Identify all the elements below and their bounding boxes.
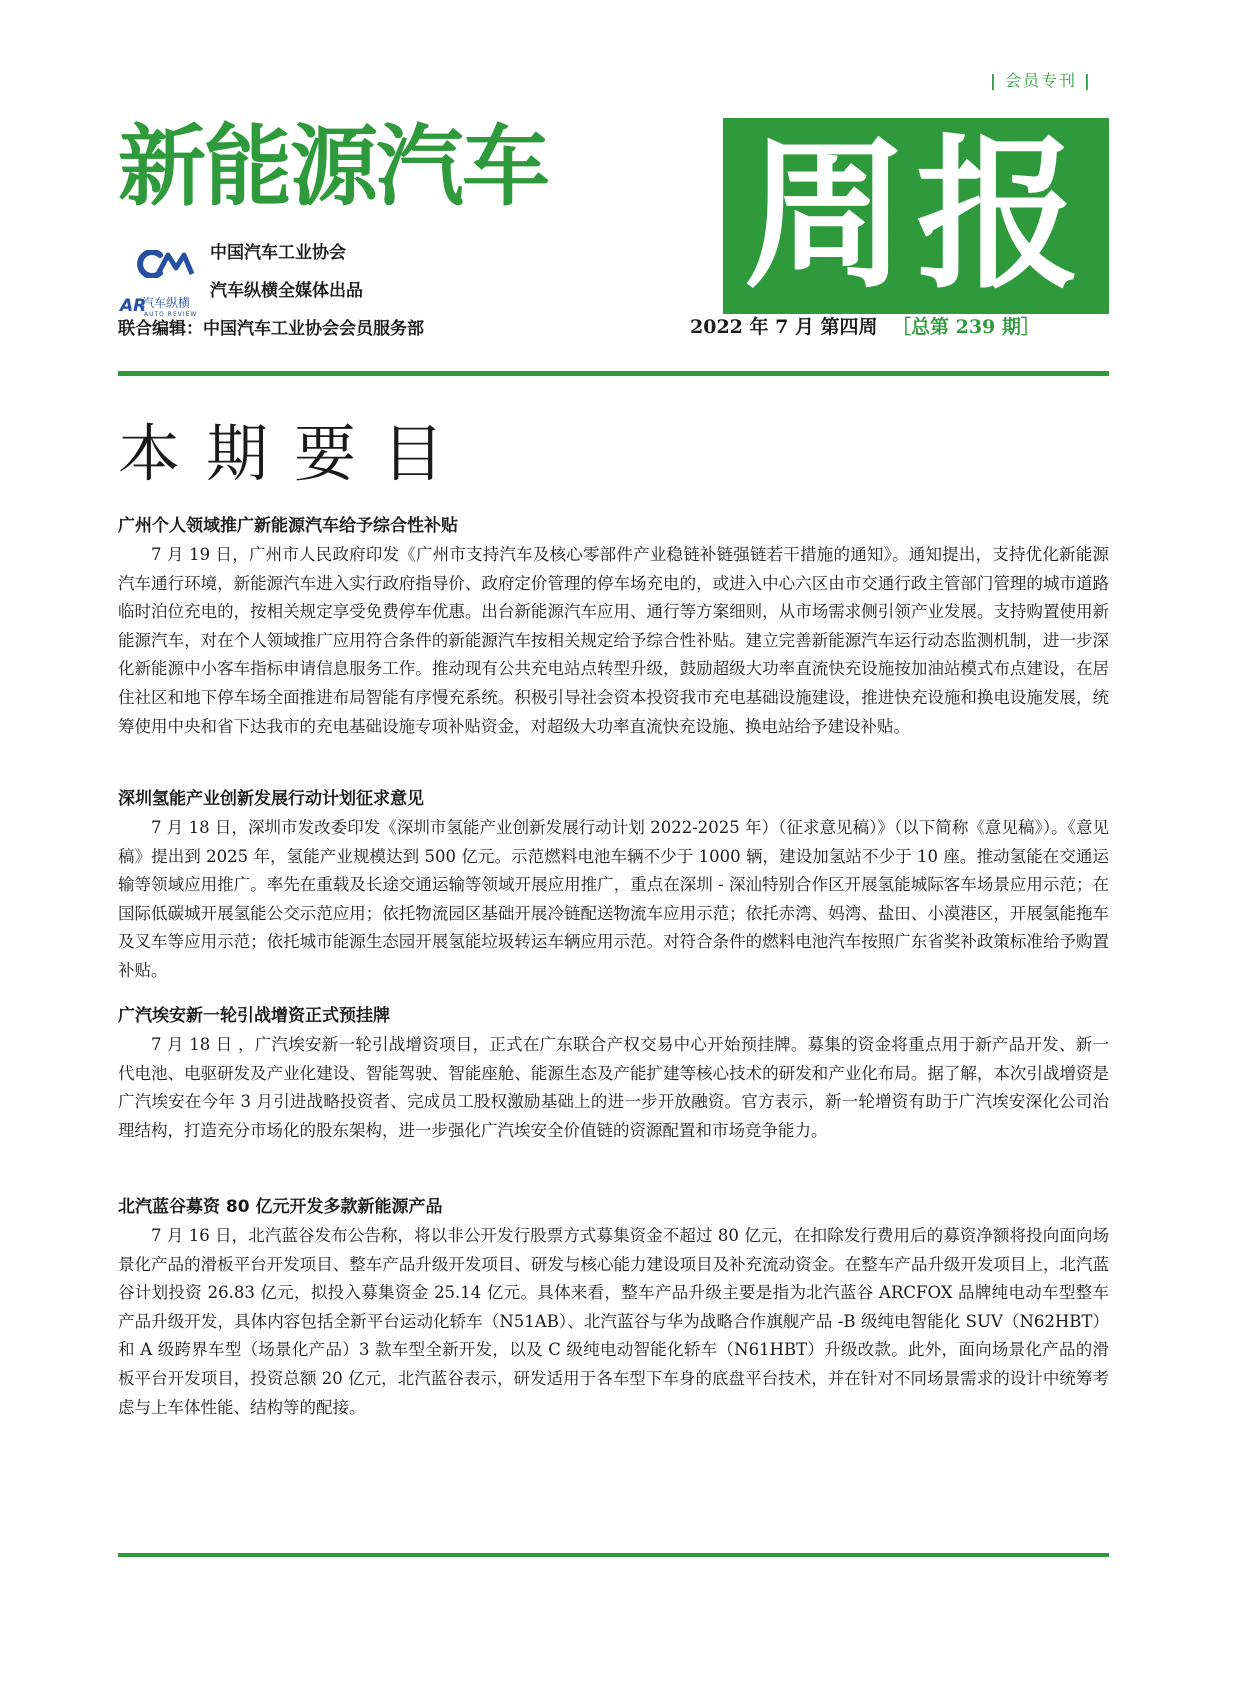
tag-divider-right: | (1084, 71, 1092, 90)
article-body: 7 月 19 日，广州市人民政府印发《广州市支持汽车及核心零部件产业稳链补链强链若干措施的通知》。通知提出，支持优化新能源汽车通行环境，新能源汽车进入实行政府指导价、政府定价管理的停车场充电的，或进入中心六区由市交通行政主管部门管理的城市道路临时泊位充电的，按相关规定享受免费停车优惠。出台新能源汽车应用、通行等方案细则，从市场需求侧引领产业发展。支持购置使用新能源汽车，对在个人领域推广应用符合条件的新能源汽车按相关规定给予综合性补贴。建立完善新能源汽车运行动态监测机制，进一步深化新能源中小客车指标申请信息服务工作。推动现有公共充电站点转型升级，鼓励超级大功率直流快充设施按加油站模式布点建设，在居住社区和地下停车场全面推进布局智能有序慢充系统。积极引导社会资本投资我市充电基础设施建设，推进快充设施和换电设施发展，统筹使用中央和省下达我市的充电基础设施专项补贴资金，对超级大功率直流快充设施、换电站给予建设补贴。 (118, 545, 1109, 736)
article (118, 512, 1109, 741)
article-title: 广州个人领域推广新能源汽车给予综合性补贴 (118, 516, 458, 536)
article-body: 7 月 16 日，北汽蓝谷发布公告称，将以非公开发行股票方式募集资金不超过 80 亿元，在扣除发行费用后的募资净额将投向面向场景化产品的滑板平台开发项目、整车产品升级开发项目、研发与核心能力建设项目及补充流动资金。在整车产品升级开发项目上，北汽蓝谷计划投资 26.83 亿元，拟投入募集资金 25.14 亿元。具体来看，整车产品升级主要是指为北汽蓝谷 ARCFOX 品牌纯电动车型整车产品升级开发，具体内容包括全新平台运动化轿车（N51AB）、北汽蓝谷与华为战略合作旗舰产品 -B 级纯电智能化 SUV（N62HBT）和 A 级跨界车型（场景化产品）3 款车型全新开发，以及 C 级纯电动智能化轿车（N61HBT）升级改款。此外，面向场景化产品的滑板平台开发项目，投资总额 20 亿元，北汽蓝谷表示，研发适用于各车型下车身的底盘平台技术，并在针对不同场景需求的设计中统筹考虑与上车体性能、结构等的配接。 (118, 1226, 1109, 1417)
masthead-weekly-box: 周报 (723, 118, 1109, 314)
article (118, 1193, 1109, 1422)
article-title: 广汽埃安新一轮引战增资正式预挂牌 (118, 1006, 390, 1026)
ar-mark-icon: AR (120, 296, 147, 316)
article (118, 785, 1109, 986)
article-title: 深圳氢能产业创新发展行动计划征求意见 (118, 789, 424, 809)
member-tag (990, 68, 1092, 91)
co-editor: 联合编辑：中国汽车工业协会会员服务部 (118, 319, 424, 339)
tag-divider-left: | (990, 71, 998, 90)
ar-logo-en: AUTO REVIEW (144, 311, 198, 318)
header-divider (118, 371, 1109, 376)
issue-total: ［总第 239 期］ (892, 316, 1040, 338)
org-caam: 中国汽车工业协会 (210, 243, 346, 263)
footer-divider (118, 1553, 1109, 1557)
caam-logo (134, 250, 198, 278)
article-body: 7 月 18 日，深圳市发改委印发《深圳市氢能产业创新发展行动计划 2022-2025 年）（征求意见稿）》（以下简称《意见稿》）。《意见稿》提出到 2025 年，氢能产业规模达到 500 亿元。示范燃料电池车辆不少于 1000 辆，建设加氢站不少于 10 座。推动氢能在交通运输等领域应用推广。率先在重载及长途交通运输等领域开展应用推广，重点在深圳 - 深汕特别合作区开展氢能城际客车场景应用示范；在国际低碳城开展氢能公交示范应用；依托物流园区基础开展冷链配送物流车应用示范；依托赤湾、妈湾、盐田、小漠港区，开展氢能拖车及叉车等应用示范；依托城市能源生态园开展氢能垃圾转运车辆应用示范。对符合条件的燃料电池汽车按照广东省奖补政策标准给予购置补贴。 (118, 818, 1109, 980)
article (118, 1002, 1109, 1145)
org-auto-review: 汽车纵横全媒体出品 (210, 281, 363, 301)
masthead-title: 新能源汽车 (118, 115, 549, 218)
member-tag-label: 会员专刊 (1004, 71, 1077, 90)
article-body: 7 月 18 日 ，广汽埃安新一轮引战增资项目，正式在广东联合产权交易中心开始预挂牌。募集的资金将重点用于新产品开发、新一代电池、电驱研发及产业化建设、智能驾驶、智能座舱、能源生态及产能扩建等核心技术的研发和产业化布局。据了解，本次引战增资是广汽埃安在今年 3 月引进战略投资者、完成员工股权激励基础上的进一步开放融资。官方表示，新一轮增资有助于广汽埃安深化公司治理结构，打造充分市场化的股东架构，进一步强化广汽埃安全价值链的资源配置和市场竞争能力。 (118, 1035, 1109, 1140)
section-title: 本期要目 (118, 417, 471, 490)
issue-date: 2022 年 7 月 第四周 (690, 316, 878, 338)
article-title: 北汽蓝谷募资 80 亿元开发多款新能源产品 (118, 1197, 443, 1217)
ar-logo-cn: 汽车纵横 (142, 296, 191, 310)
